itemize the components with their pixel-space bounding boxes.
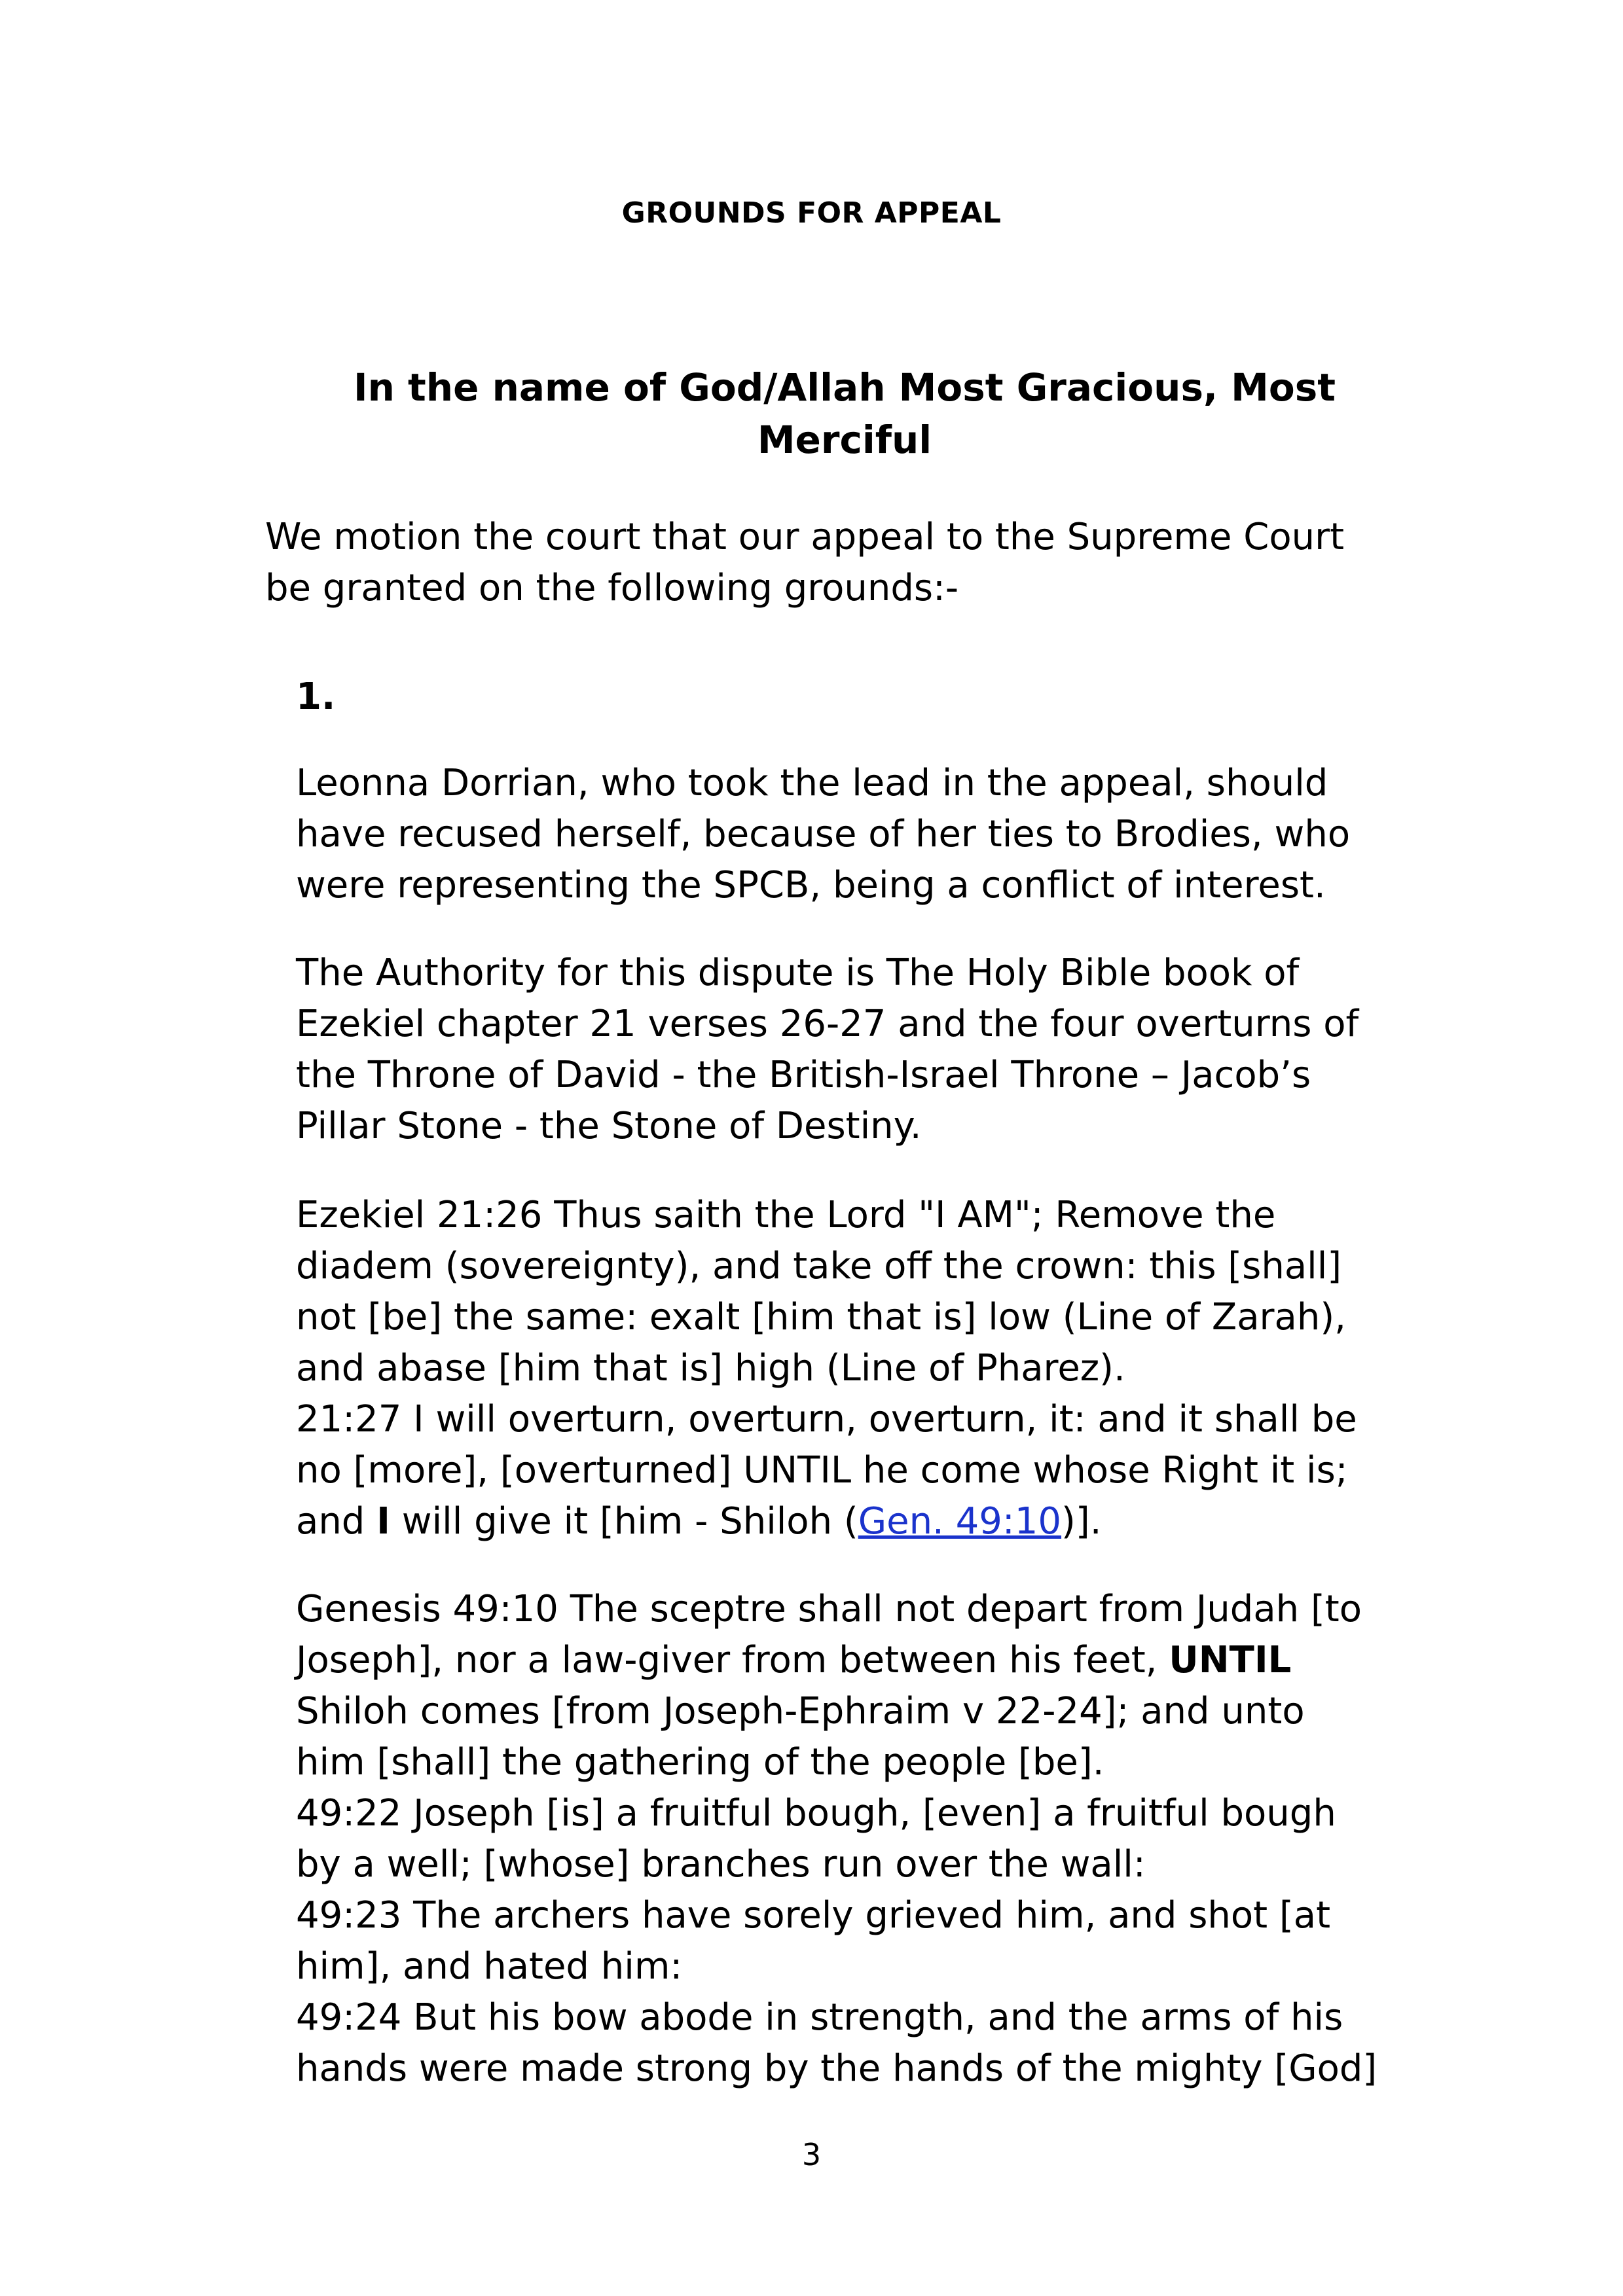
quotation-line: diadem (sovereignty), and take off the crown: this [shall] <box>296 1245 1342 1287</box>
main-heading-line-2: Merciful <box>757 418 932 462</box>
intro-line-2: be granted on the following grounds:- <box>265 567 959 609</box>
quotation-text: will give it [him - Shiloh ( <box>390 1500 858 1543</box>
document-header: GROUNDS FOR APPEAL <box>621 196 1002 230</box>
quotation-line: 49:24 But his bow abode in strength, and the arms of his <box>296 1996 1343 2039</box>
quotation-line: no [more], [overturned] UNTIL he come whose Right it is; <box>296 1449 1348 1492</box>
quotation-line: him [shall] the gathering of the people [be]. <box>296 1741 1104 1784</box>
quotation-line: 49:22 Joseph [is] a fruitful bough, [even] a fruitful bough <box>296 1792 1336 1835</box>
paragraph-line: the Throne of David - the British-Israel Throne – Jacob’s <box>296 1054 1311 1096</box>
paragraph-line: have recused herself, because of her ties to Brodies, who <box>296 813 1351 855</box>
quotation-line: and abase [him that is] high (Line of Pharez). <box>296 1347 1125 1390</box>
quotation-line: Shiloh comes [from Joseph-Ephraim v 22-24]; and unto <box>296 1690 1305 1732</box>
intro-line-1: We motion the court that our appeal to the Supreme Court <box>265 516 1345 558</box>
bold-emphasis: UNTIL <box>1169 1639 1292 1681</box>
quotation-last-line <box>296 1496 1448 1547</box>
paragraph-line: Leonna Dorrian, who took the lead in the appeal, should <box>296 762 1328 804</box>
page-number: 3 <box>801 2137 822 2172</box>
paragraph-line: Ezekiel chapter 21 verses 26-27 and the four overturns of <box>296 1003 1359 1045</box>
paragraph-line: Pillar Stone - the Stone of Destiny. <box>296 1105 922 1147</box>
ground-paragraph-conflict <box>296 758 1448 911</box>
quotation-line: not [be] the same: exalt [him that is] low (Line of Zarah), <box>296 1296 1346 1338</box>
quotation-line <box>296 1635 1448 1686</box>
paragraph-line: were representing the SPCB, being a conflict of interest. <box>296 864 1326 906</box>
ground-number: 1. <box>296 675 336 718</box>
quotation-line: 21:27 I will overturn, overturn, overturn, it: and it shall be <box>296 1398 1357 1441</box>
quotation-text: and <box>296 1500 377 1543</box>
quotation-text: Joseph], nor a law-giver from between his feet, <box>296 1639 1169 1681</box>
quotation-line: Ezekiel 21:26 Thus saith the Lord "I AM"; Remove the <box>296 1194 1276 1236</box>
quotation-line: him], and hated him: <box>296 1945 683 1988</box>
bold-emphasis: I <box>376 1500 390 1543</box>
ground-paragraph-authority <box>296 948 1448 1152</box>
quotation-text: )]. <box>1061 1500 1102 1543</box>
quotation-line: by a well; [whose] branches run over the wall: <box>296 1843 1146 1886</box>
genesis-reference-link[interactable]: Gen. 49:10 <box>858 1500 1062 1543</box>
quotation-line: Genesis 49:10 The sceptre shall not depart from Judah [to <box>296 1588 1362 1630</box>
genesis-quotation <box>296 1584 1448 2094</box>
paragraph-line: The Authority for this dispute is The Holy Bible book of <box>296 952 1300 994</box>
ezekiel-quotation <box>296 1190 1448 1547</box>
main-heading <box>262 361 1427 466</box>
intro-paragraph <box>265 512 1444 614</box>
main-heading-line-1: In the name of God/Allah Most Gracious, Most <box>353 365 1336 410</box>
quotation-line: 49:23 The archers have sorely grieved him, and shot [at <box>296 1894 1331 1937</box>
quotation-line: hands were made strong by the hands of the mighty [God] <box>296 2047 1377 2090</box>
